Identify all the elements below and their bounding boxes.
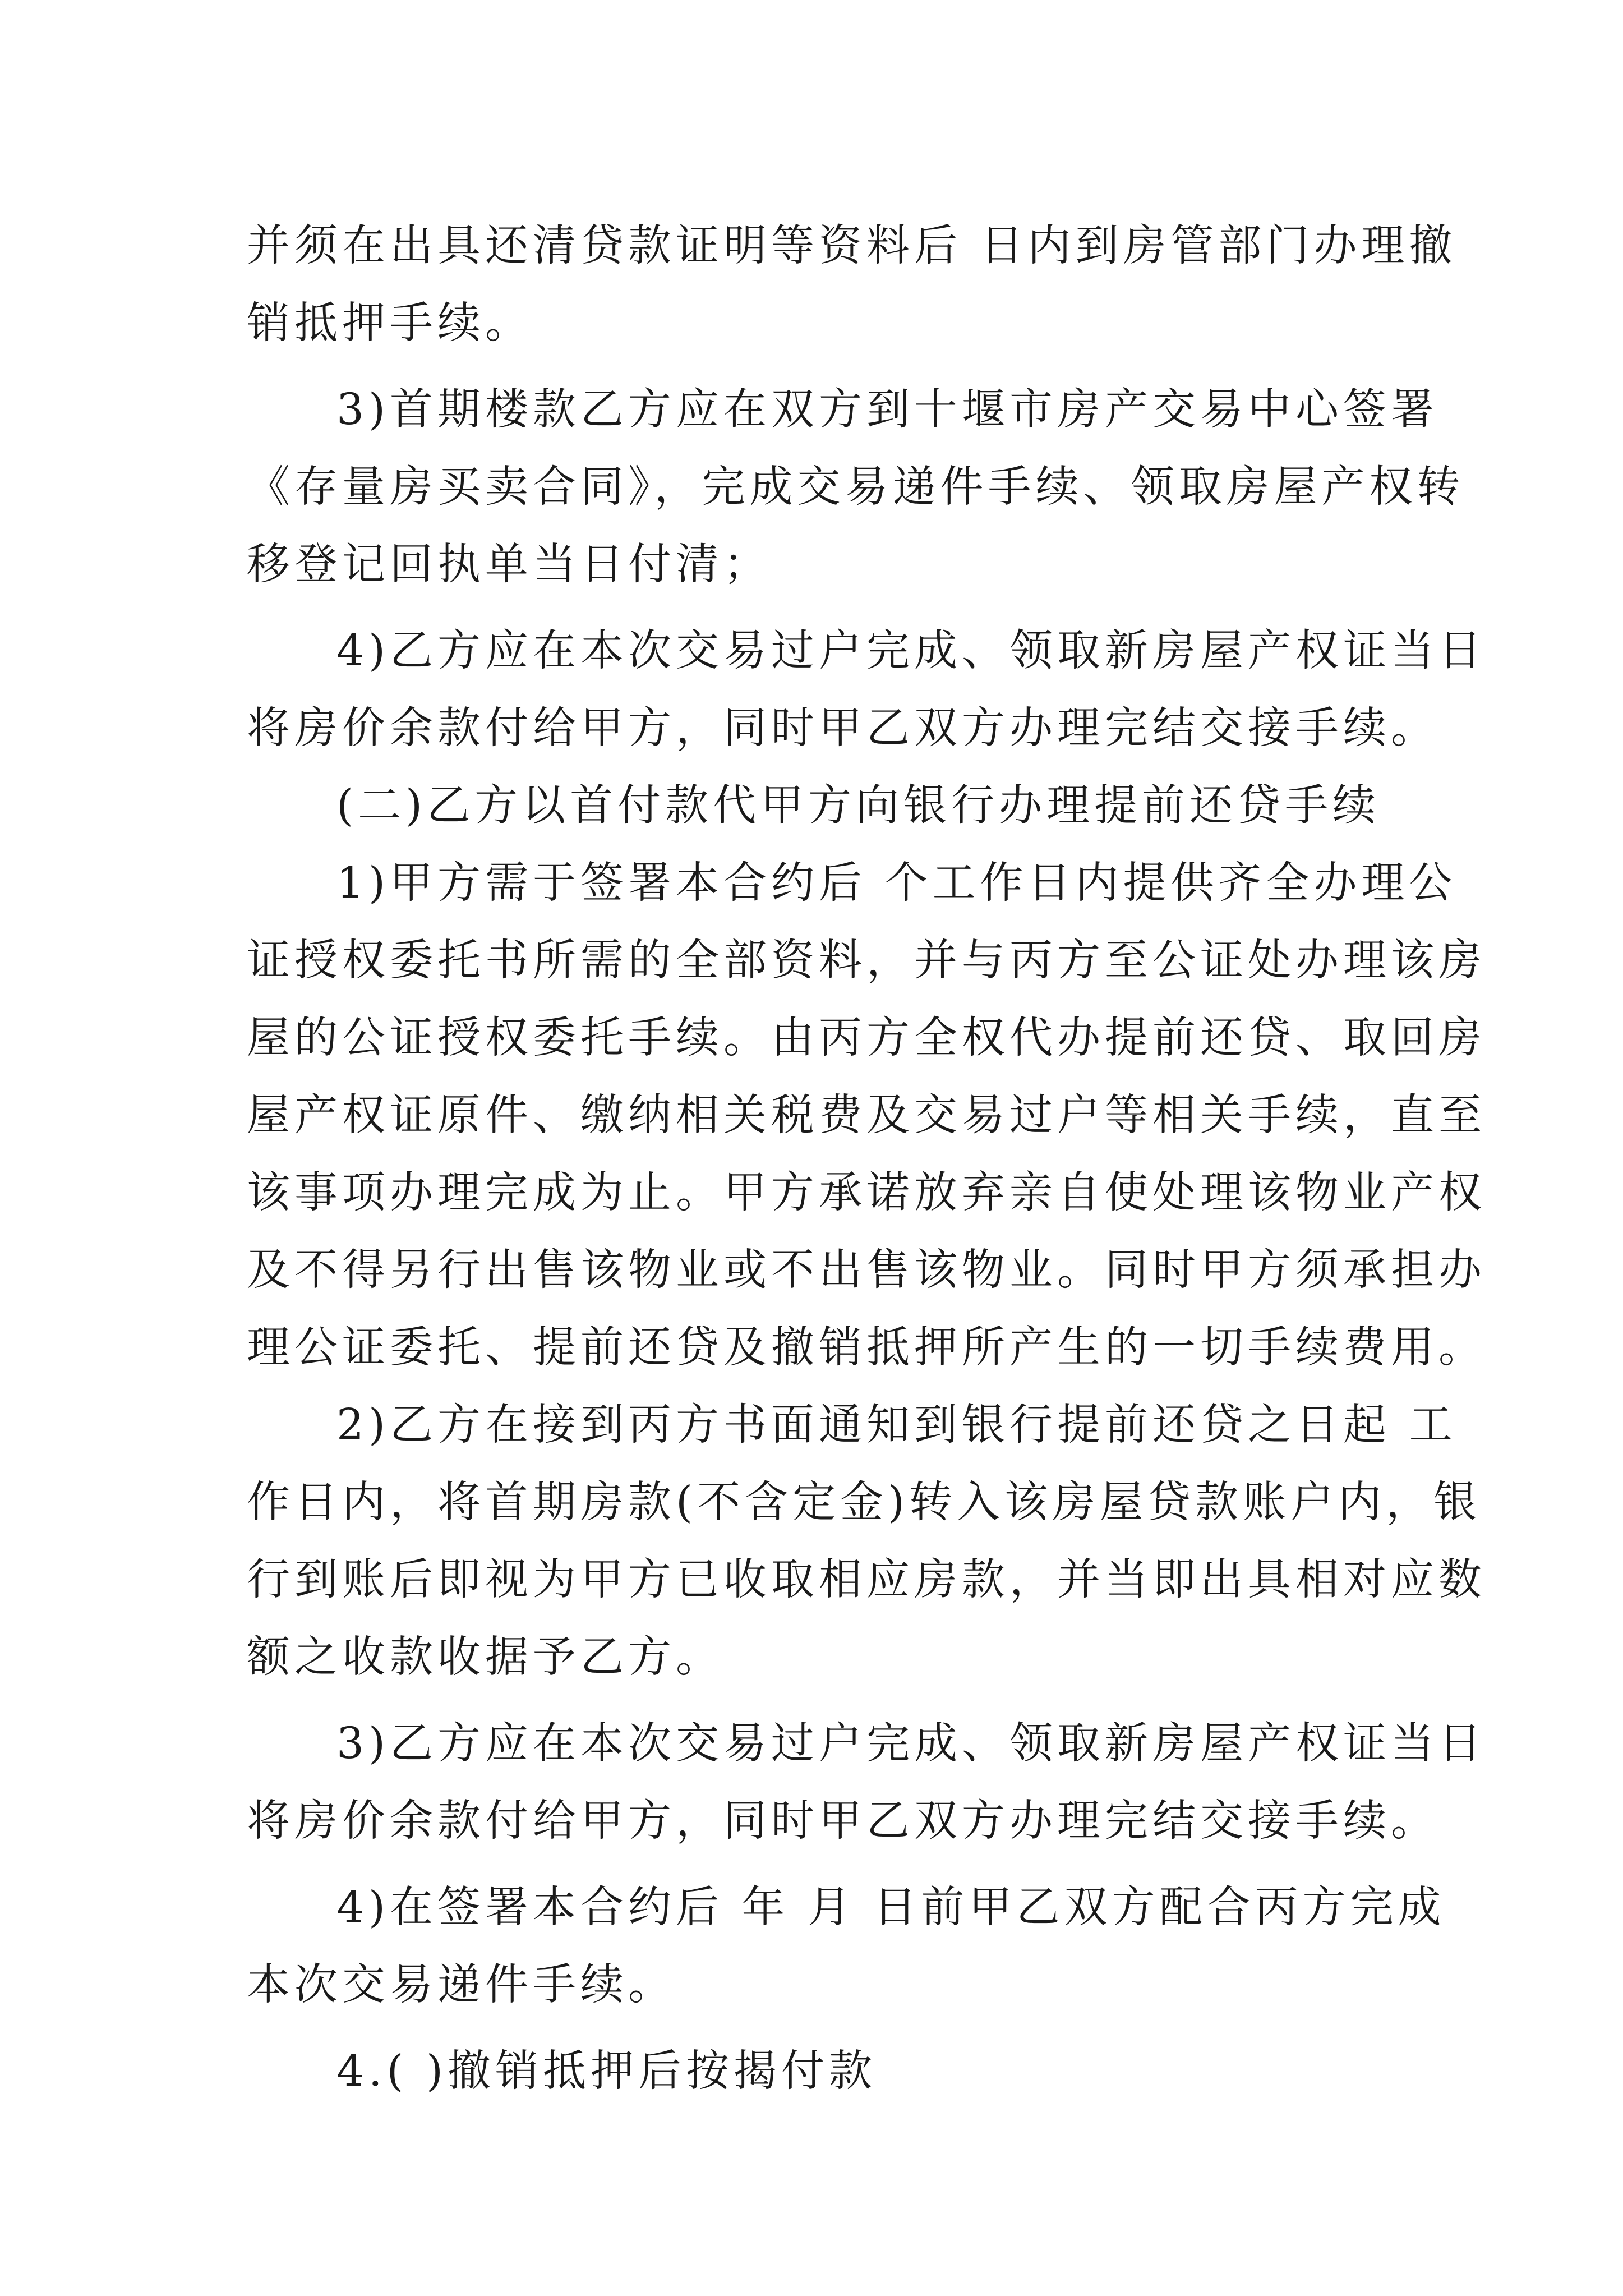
text-line: 该事项办理完成为止。甲方承诺放弃亲自使处理该物业产权 — [247, 1168, 1486, 1218]
text-line: 将房价余款付给甲方，同时甲乙双方办理完结交接手续。 — [247, 1796, 1438, 1846]
text-line: 行到账后即视为甲方已收取相应房款，并当即出具相对应数 — [247, 1555, 1486, 1605]
text-line: 屋产权证原件、缴纳相关税费及交易过户等相关手续，直至 — [247, 1091, 1486, 1140]
text-line: 屋的公证授权委托手续。由丙方全权代办提前还贷、取回房 — [247, 1013, 1486, 1063]
text-line: 将房价余款付给甲方，同时甲乙双方办理完结交接手续。 — [247, 703, 1438, 753]
text-line: 4)乙方应在本次交易过户完成、领取新房屋产权证当日 — [336, 626, 1487, 676]
text-line: (二)乙方以首付款代甲方向银行办理提前还贷手续 — [336, 781, 1381, 831]
text-line: 理公证委托、提前还贷及撤销抵押所产生的一切手续费用。 — [247, 1323, 1486, 1373]
text-line: 额之收款收据予乙方。 — [247, 1632, 723, 1682]
text-line: 3)乙方应在本次交易过户完成、领取新房屋产权证当日 — [336, 1719, 1487, 1769]
text-line: 证授权委托书所需的全部资料，并与丙方至公证处办理该房 — [247, 936, 1486, 986]
text-line: 《存量房买卖合同》，完成交易递件手续、领取房屋产权转 — [247, 462, 1465, 512]
text-line: 移登记回执单当日付清； — [247, 540, 771, 590]
text-line: 作日内，将首期房款(不含定金)转入该房屋贷款账户内，银 — [247, 1478, 1482, 1527]
text-line: 2)乙方在接到丙方书面通知到银行提前还贷之日起 工 — [336, 1400, 1457, 1450]
text-line: 4)在签署本合约后 年 月 日前甲乙双方配合丙方完成 — [336, 1883, 1446, 1932]
document-body — [247, 208, 1487, 2110]
text-line: 及不得另行出售该物业或不出售该物业。同时甲方须承担办 — [247, 1245, 1486, 1295]
text-line: 1)甲方需于签署本合约后 个工作日内提供齐全办理公 — [336, 858, 1457, 908]
text-line: 并须在出具还清贷款证明等资料后 日内到房管部门办理撤 — [247, 221, 1457, 271]
text-line: 4.( )撤销抵押后按揭付款 — [336, 2046, 877, 2096]
text-line: 销抵押手续。 — [247, 298, 533, 348]
text-line: 3)首期楼款乙方应在双方到十堰市房产交易中心签署 — [336, 385, 1439, 435]
text-line: 本次交易递件手续。 — [247, 1960, 676, 2010]
